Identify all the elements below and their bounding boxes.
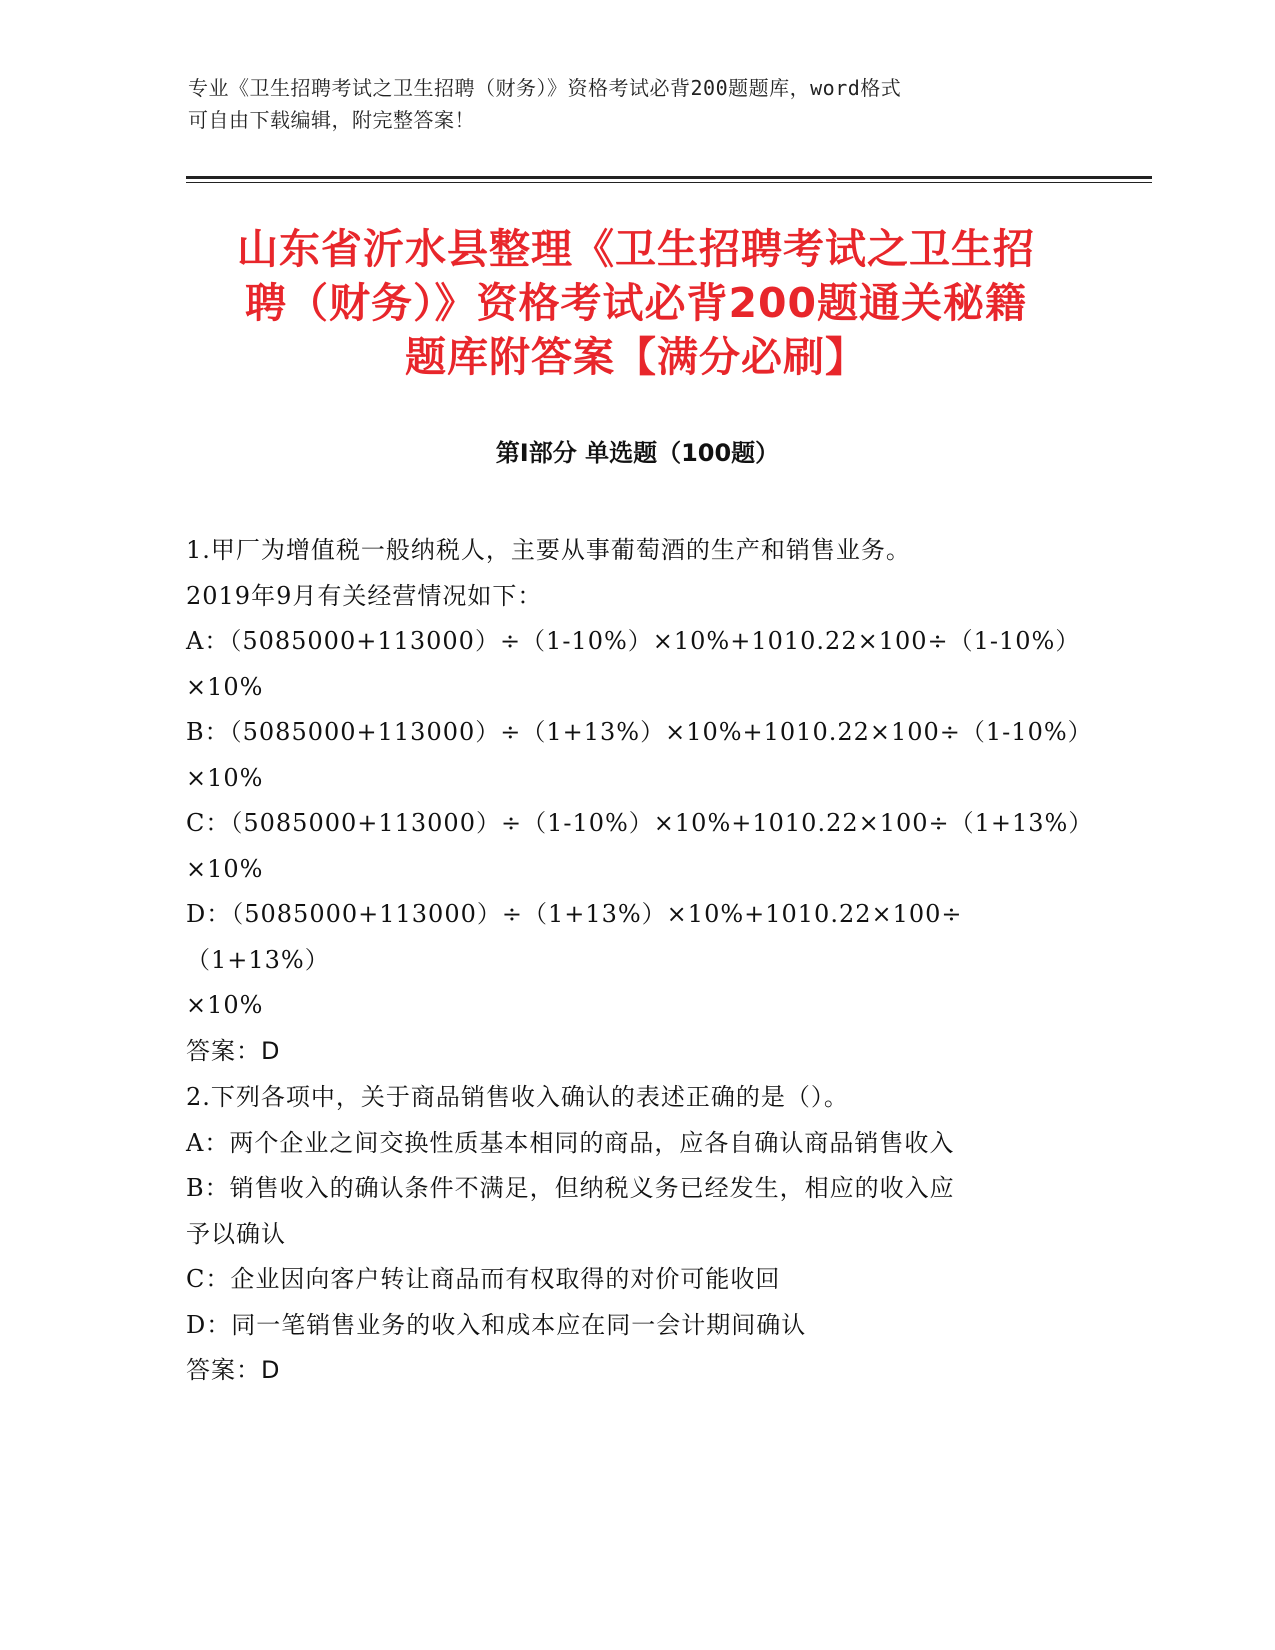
question-stem-line: 1.甲厂为增值税一般纳税人，主要从事葡萄酒的生产和销售业务。 (186, 536, 911, 564)
document-title (196, 222, 1076, 384)
header-divider-thick (186, 176, 1152, 179)
option-d-continuation: ×10% (186, 991, 264, 1019)
document-title-line-1: 山东省沂水县整理《卫生招聘考试之卫生招 (237, 225, 1035, 273)
document-title-line-2: 聘（财务）》资格考试必背200题通关秘籍 (244, 279, 1028, 327)
question-stem-line: 2019年9月有关经营情况如下： (186, 581, 543, 610)
question-1 (186, 528, 1094, 1074)
header-note-line-1: 专业《卫生招聘考试之卫生招聘（财务）》资格考试必背200题题库，word格式 (188, 76, 902, 100)
header-divider-thin (186, 182, 1152, 183)
section-heading: 第Ⅰ部分 单选题（100题） (495, 439, 780, 467)
option-b: B：销售收入的确认条件不满足，但纳税义务已经发生，相应的收入应 (186, 1174, 955, 1202)
header-note (188, 72, 1068, 136)
question-stem-line: 2.下列各项中，关于商品销售收入确认的表述正确的是（）。 (186, 1083, 849, 1111)
document-title-line-3: 题库附答案【满分必刷】 (405, 333, 867, 381)
header-note-line-2: 可自由下载编辑，附完整答案！ (188, 108, 475, 132)
option-a-continuation: ×10% (186, 672, 264, 701)
option-c-continuation: ×10% (186, 854, 264, 883)
option-b-continuation: 予以确认 (186, 1219, 286, 1248)
option-a: A：（5085000+113000）÷（1-10%）×10%+1010.22×100÷（1-10%） (186, 627, 1081, 655)
option-b-continuation: ×10% (186, 763, 264, 792)
option-c: C：企业因向客户转让商品而有权取得的对价可能收回 (186, 1265, 781, 1293)
option-c: C：（5085000+113000）÷（1-10%）×10%+1010.22×100÷（1+13%） (186, 809, 1094, 837)
answer: 答案：D (186, 1356, 281, 1384)
option-a: A：两个企业之间交换性质基本相同的商品，应各自确认商品销售收入 (186, 1128, 955, 1157)
option-b: B：（5085000+113000）÷（1+13%）×10%+1010.22×100÷（1-10%） (186, 718, 1093, 746)
answer: 答案：D (186, 1036, 281, 1065)
question-2 (186, 1075, 1086, 1394)
option-d: D：同一笔销售业务的收入和成本应在同一会计期间确认 (186, 1310, 807, 1339)
option-d: D：（5085000+113000）÷（1+13%）×10%+1010.22×100÷（1+13%） (186, 900, 963, 974)
